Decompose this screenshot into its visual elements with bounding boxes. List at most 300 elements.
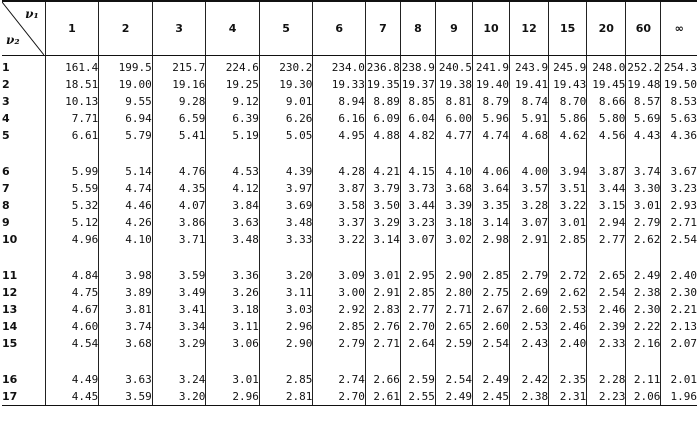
table-cell: 3.49: [152, 284, 206, 301]
table-cell: 2.92: [313, 301, 366, 318]
table-cell: 19.33: [313, 76, 366, 93]
table-cell: 2.64: [400, 335, 435, 352]
table-cell: 2.75: [472, 284, 509, 301]
table-cell: 9.28: [152, 93, 206, 110]
table-row: [2, 231, 697, 248]
table-cell: 5.63: [661, 110, 697, 127]
table-cell: 3.00: [313, 284, 366, 301]
table-cell: 9.12: [206, 93, 260, 110]
group-spacer: [2, 144, 697, 160]
row-label: 9: [2, 216, 10, 229]
table-cell: 3.50: [365, 197, 400, 214]
table-cell: 7.71: [45, 110, 99, 127]
nu2-label: ν₂: [6, 33, 20, 47]
table-cell: 2.38: [510, 388, 549, 406]
row-label: 12: [2, 286, 18, 299]
table-cell: 3.23: [400, 214, 435, 231]
table-cell: 2.70: [400, 318, 435, 335]
table-cell: 199.5: [99, 56, 153, 77]
table-cell: 6.94: [99, 110, 153, 127]
table-cell: 2.11: [626, 368, 661, 388]
table-cell: 2.98: [472, 231, 509, 248]
table-row: [2, 56, 697, 77]
table-row: [2, 301, 697, 318]
table-cell: 4.54: [45, 335, 99, 352]
table-cell: 2.79: [626, 214, 661, 231]
table-cell: 5.59: [45, 180, 99, 197]
column-header: ∞: [661, 1, 697, 56]
table-cell: 3.18: [435, 214, 472, 231]
table-cell: 10.13: [45, 93, 99, 110]
table-cell: 2.70: [313, 388, 366, 406]
table-cell: 3.68: [99, 335, 153, 352]
row-label: 11: [2, 269, 18, 282]
table-cell: 4.06: [472, 160, 509, 180]
table-cell: 2.30: [661, 284, 697, 301]
f-table: [2, 0, 697, 406]
table-cell: 3.06: [206, 335, 260, 352]
table-cell: 2.30: [626, 301, 661, 318]
table-cell: 3.01: [549, 214, 587, 231]
table-cell: 2.67: [472, 301, 509, 318]
table-cell: 1.96: [661, 388, 697, 406]
table-cell: 2.61: [365, 388, 400, 406]
table-cell: 19.30: [259, 76, 313, 93]
table-cell: 2.94: [587, 214, 626, 231]
table-cell: 3.28: [510, 197, 549, 214]
table-cell: 3.44: [587, 180, 626, 197]
table-cell: 2.85: [259, 368, 313, 388]
table-cell: 2.85: [313, 318, 366, 335]
table-cell: 3.69: [259, 197, 313, 214]
table-cell: 2.85: [472, 264, 509, 284]
table-cell: 3.22: [549, 197, 587, 214]
table-cell: 8.66: [587, 93, 626, 110]
table-cell: 6.00: [435, 110, 472, 127]
table-cell: 4.95: [313, 127, 366, 144]
table-cell: 4.82: [400, 127, 435, 144]
table-cell: 245.9: [549, 56, 587, 77]
table-cell: 19.50: [661, 76, 697, 93]
table-cell: 2.22: [626, 318, 661, 335]
table-cell: 3.63: [99, 368, 153, 388]
table-cell: 4.75: [45, 284, 99, 301]
table-cell: 5.86: [549, 110, 587, 127]
table-cell: 4.45: [45, 388, 99, 406]
table-cell: 3.11: [206, 318, 260, 335]
table-cell: 215.7: [152, 56, 206, 77]
column-header: 12: [510, 1, 549, 56]
table-cell: 254.3: [661, 56, 697, 77]
table-cell: 19.37: [401, 78, 435, 91]
table-cell: 4.56: [587, 127, 626, 144]
table-cell: 2.54: [435, 368, 472, 388]
table-cell: 2.85: [400, 284, 435, 301]
table-cell: 2.07: [661, 335, 697, 352]
column-header: 60: [626, 1, 661, 56]
table-row: [2, 197, 697, 214]
table-cell: 234.0: [313, 56, 366, 77]
table-row: [2, 214, 697, 231]
table-cell: 3.14: [472, 214, 509, 231]
table-cell: 4.84: [45, 264, 99, 284]
table-cell: 4.15: [400, 160, 435, 180]
table-cell: 2.60: [472, 318, 509, 335]
table-cell: 5.96: [472, 110, 509, 127]
table-cell: 3.01: [365, 264, 400, 284]
table-cell: 6.09: [365, 110, 400, 127]
table-cell: 2.53: [510, 318, 549, 335]
table-row: [2, 388, 697, 406]
table-cell: 8.94: [313, 93, 366, 110]
table-cell: 2.49: [435, 388, 472, 406]
table-cell: 3.63: [206, 214, 260, 231]
table-cell: 2.96: [206, 388, 260, 406]
table-cell: 2.13: [661, 318, 697, 335]
table-cell: 4.62: [549, 127, 587, 144]
row-label: 4: [2, 112, 10, 125]
group-spacer: [2, 352, 697, 368]
column-header: 10: [472, 1, 509, 56]
table-cell: 3.34: [152, 318, 206, 335]
table-cell: 3.67: [661, 160, 697, 180]
table-row: [2, 110, 697, 127]
table-cell: 3.15: [587, 197, 626, 214]
table-cell: 9.55: [99, 93, 153, 110]
table-cell: 8.70: [549, 93, 587, 110]
table-cell: 2.85: [549, 231, 587, 248]
table-cell: 8.57: [626, 93, 661, 110]
table-cell: 2.46: [587, 301, 626, 318]
table-cell: 2.69: [510, 284, 549, 301]
table-cell: 2.55: [400, 388, 435, 406]
table-cell: 3.02: [435, 231, 472, 248]
table-cell: 161.4: [45, 56, 99, 77]
table-cell: 2.33: [587, 335, 626, 352]
table-cell: 4.77: [435, 127, 472, 144]
table-cell: 3.03: [259, 301, 313, 318]
table-cell: 6.59: [152, 110, 206, 127]
column-header: 20: [587, 1, 626, 56]
table-cell: 2.71: [365, 335, 400, 352]
table-cell: 230.2: [259, 56, 313, 77]
table-cell: 8.81: [435, 93, 472, 110]
table-cell: 2.62: [549, 284, 587, 301]
row-label: 14: [2, 320, 18, 333]
table-cell: 3.51: [549, 180, 587, 197]
table-cell: 19.38: [435, 76, 472, 93]
table-cell: 6.61: [45, 127, 99, 144]
table-cell: 19.43: [549, 76, 587, 93]
table-cell: 4.76: [152, 160, 206, 180]
table-cell: 3.09: [313, 264, 366, 284]
table-cell: 2.74: [313, 368, 366, 388]
table-cell: 3.26: [206, 284, 260, 301]
table-cell: 6.04: [400, 110, 435, 127]
table-cell: 2.83: [365, 301, 400, 318]
table-cell: 3.48: [206, 231, 260, 248]
table-cell: 2.43: [510, 335, 549, 352]
table-cell: 2.65: [435, 318, 472, 335]
table-cell: 4.46: [99, 197, 153, 214]
table-cell: 2.71: [435, 301, 472, 318]
row-label: 8: [2, 199, 10, 212]
table-cell: 5.80: [587, 110, 626, 127]
table-cell: 3.94: [549, 160, 587, 180]
table-cell: 4.49: [45, 368, 99, 388]
table-cell: 19.00: [99, 76, 153, 93]
table-cell: 3.79: [365, 180, 400, 197]
table-cell: 2.23: [587, 388, 626, 406]
table-cell: 3.29: [152, 335, 206, 352]
table-cell: 8.53: [661, 93, 697, 110]
table-cell: 3.36: [206, 264, 260, 284]
table-cell: 3.29: [365, 214, 400, 231]
table-cell: 3.18: [206, 301, 260, 318]
table-cell: 2.42: [510, 368, 549, 388]
table-cell: 3.97: [259, 180, 313, 197]
table-cell: 5.05: [259, 127, 313, 144]
table-cell: 19.25: [206, 76, 260, 93]
table-cell: 4.28: [313, 160, 366, 180]
table-cell: 9.01: [259, 93, 313, 110]
table-cell: 4.67: [45, 301, 99, 318]
table-cell: 3.64: [472, 180, 509, 197]
table-cell: 5.41: [152, 127, 206, 144]
row-label: 7: [2, 182, 10, 195]
table-cell: 3.68: [435, 180, 472, 197]
table-cell: 2.39: [587, 318, 626, 335]
table-cell: 2.90: [435, 264, 472, 284]
table-cell: 3.37: [313, 214, 366, 231]
table-cell: 3.41: [152, 301, 206, 318]
column-header: 3: [152, 1, 206, 56]
table-row: [2, 335, 697, 352]
table-cell: 2.35: [549, 368, 587, 388]
table-cell: 3.14: [365, 231, 400, 248]
table-cell: 240.5: [435, 56, 472, 77]
table-cell: 2.49: [472, 368, 509, 388]
row-label: 17: [2, 388, 45, 406]
table-cell: 2.59: [400, 368, 435, 388]
table-cell: 224.6: [206, 56, 260, 77]
table-cell: 2.40: [661, 264, 697, 284]
table-cell: 252.2: [626, 56, 661, 77]
table-cell: 3.44: [400, 197, 435, 214]
column-header: 6: [313, 1, 366, 56]
table-cell: 3.24: [152, 368, 206, 388]
table-cell: 2.45: [472, 388, 509, 406]
table-cell: 19.45: [587, 76, 626, 93]
table-cell: 3.35: [472, 197, 509, 214]
column-header: 8: [400, 1, 435, 56]
table-cell: 2.80: [435, 284, 472, 301]
table-cell: 4.96: [45, 231, 99, 248]
table-cell: 3.01: [626, 197, 661, 214]
table-cell: 4.53: [206, 160, 260, 180]
table-cell: 2.54: [587, 284, 626, 301]
table-cell: 5.91: [510, 110, 549, 127]
table-cell: 2.81: [259, 388, 313, 406]
table-cell: 8.74: [510, 93, 549, 110]
table-row: [2, 284, 697, 301]
table-cell: 3.30: [626, 180, 661, 197]
table-cell: 2.91: [365, 284, 400, 301]
table-cell: 4.68: [510, 127, 549, 144]
row-label: 2: [2, 78, 10, 91]
table-cell: 3.73: [400, 180, 435, 197]
column-header: 9: [435, 1, 472, 56]
table-cell: 236.8: [365, 56, 400, 77]
column-header: 15: [549, 1, 587, 56]
table-cell: 2.96: [259, 318, 313, 335]
table-cell: 2.91: [510, 231, 549, 248]
table-cell: 19.48: [627, 78, 661, 91]
group-spacer: [2, 248, 697, 264]
column-header: 7: [365, 1, 400, 56]
table-cell: 3.57: [510, 180, 549, 197]
table-cell: 2.28: [587, 368, 626, 388]
table-cell: 5.79: [99, 127, 153, 144]
row-label: 13: [2, 303, 18, 316]
table-cell: 3.20: [259, 264, 313, 284]
column-header: 4: [206, 1, 260, 56]
table-row: [2, 76, 697, 93]
table-cell: 248.0: [587, 56, 626, 77]
table-cell: 2.31: [549, 388, 587, 406]
table-row: [2, 318, 697, 335]
table-cell: 8.79: [472, 93, 509, 110]
table-cell: 3.11: [259, 284, 313, 301]
table-row: [2, 180, 697, 197]
table-cell: 2.72: [549, 264, 587, 284]
table-row: [2, 93, 697, 110]
table-cell: 2.77: [400, 301, 435, 318]
table-cell: 3.81: [99, 301, 153, 318]
table-row: [2, 127, 697, 144]
table-cell: 2.38: [626, 284, 661, 301]
table-cell: 4.74: [472, 127, 509, 144]
table-cell: 5.32: [45, 197, 99, 214]
table-cell: 4.21: [365, 160, 400, 180]
table-cell: 2.76: [365, 318, 400, 335]
column-header: 5: [259, 1, 313, 56]
table-cell: 2.71: [661, 214, 697, 231]
table-cell: 2.49: [626, 264, 661, 284]
table-cell: 4.12: [206, 180, 260, 197]
row-label: 16: [2, 373, 18, 386]
table-cell: 238.9: [400, 56, 435, 77]
table-row: [2, 264, 697, 284]
table-cell: 3.74: [626, 160, 661, 180]
row-label: 10: [2, 233, 18, 246]
table-cell: 3.59: [99, 388, 153, 406]
table-cell: 2.54: [661, 231, 697, 248]
table-cell: 2.62: [626, 231, 661, 248]
table-cell: 243.9: [510, 56, 549, 77]
table-cell: 4.26: [99, 214, 153, 231]
table-cell: 3.07: [510, 214, 549, 231]
table-cell: 5.14: [99, 160, 153, 180]
table-cell: 4.88: [365, 127, 400, 144]
table-cell: 2.93: [661, 197, 697, 214]
table-cell: 2.60: [510, 301, 549, 318]
table-body: [2, 56, 697, 406]
row-label: 3: [2, 95, 10, 108]
table-cell: 3.07: [400, 231, 435, 248]
table-cell: 6.16: [313, 110, 366, 127]
table-cell: 6.39: [206, 110, 260, 127]
table-cell: 19.40: [472, 76, 509, 93]
row-label: 5: [2, 129, 10, 142]
table-cell: 4.60: [45, 318, 99, 335]
table-cell: 3.48: [259, 214, 313, 231]
table-cell: 4.43: [626, 127, 661, 144]
header-row: [2, 1, 697, 56]
table-cell: 5.19: [206, 127, 260, 144]
table-cell: 4.74: [99, 180, 153, 197]
table-cell: 2.79: [313, 335, 366, 352]
table-cell: 4.35: [152, 180, 206, 197]
table-cell: 2.21: [661, 301, 697, 318]
table-cell: 2.54: [472, 335, 509, 352]
table-cell: 2.53: [549, 301, 587, 318]
table-cell: 3.89: [99, 284, 153, 301]
table-cell: 3.39: [435, 197, 472, 214]
table-cell: 2.01: [661, 368, 697, 388]
table-cell: 3.01: [206, 368, 260, 388]
table-cell: 19.41: [510, 76, 549, 93]
table-cell: 3.84: [206, 197, 260, 214]
table-cell: 2.06: [626, 388, 661, 406]
column-header: 1: [45, 1, 99, 56]
table-cell: 3.87: [313, 180, 366, 197]
table-cell: 4.39: [259, 160, 313, 180]
table-cell: 2.46: [549, 318, 587, 335]
column-header: 2: [99, 1, 153, 56]
table-cell: 18.51: [45, 76, 99, 93]
table-cell: 2.66: [365, 368, 400, 388]
row-label: 6: [2, 165, 10, 178]
table-cell: 3.20: [152, 388, 206, 406]
table-cell: 19.35: [366, 78, 400, 91]
table-cell: 2.90: [259, 335, 313, 352]
table-cell: 5.99: [45, 160, 99, 180]
table-cell: 241.9: [472, 56, 509, 77]
table-cell: 3.87: [587, 160, 626, 180]
table-cell: 8.85: [400, 93, 435, 110]
table-cell: 3.33: [259, 231, 313, 248]
table-cell: 5.12: [45, 214, 99, 231]
table-cell: 2.65: [587, 264, 626, 284]
row-label: 1: [2, 61, 10, 74]
nu1-label: ν₁: [25, 7, 39, 21]
table-cell: 3.74: [99, 318, 153, 335]
table-cell: 4.10: [435, 160, 472, 180]
row-label: 15: [2, 337, 18, 350]
table-row: [2, 368, 697, 388]
table-cell: 4.36: [661, 127, 697, 144]
corner-cell: [2, 1, 45, 56]
table-cell: 19.16: [152, 76, 206, 93]
table-cell: 4.07: [152, 197, 206, 214]
table-cell: 3.23: [661, 180, 697, 197]
table-cell: 2.95: [400, 264, 435, 284]
table-cell: 2.40: [549, 335, 587, 352]
table-cell: 2.77: [587, 231, 626, 248]
table-cell: 5.69: [626, 110, 661, 127]
table-cell: 2.16: [626, 335, 661, 352]
